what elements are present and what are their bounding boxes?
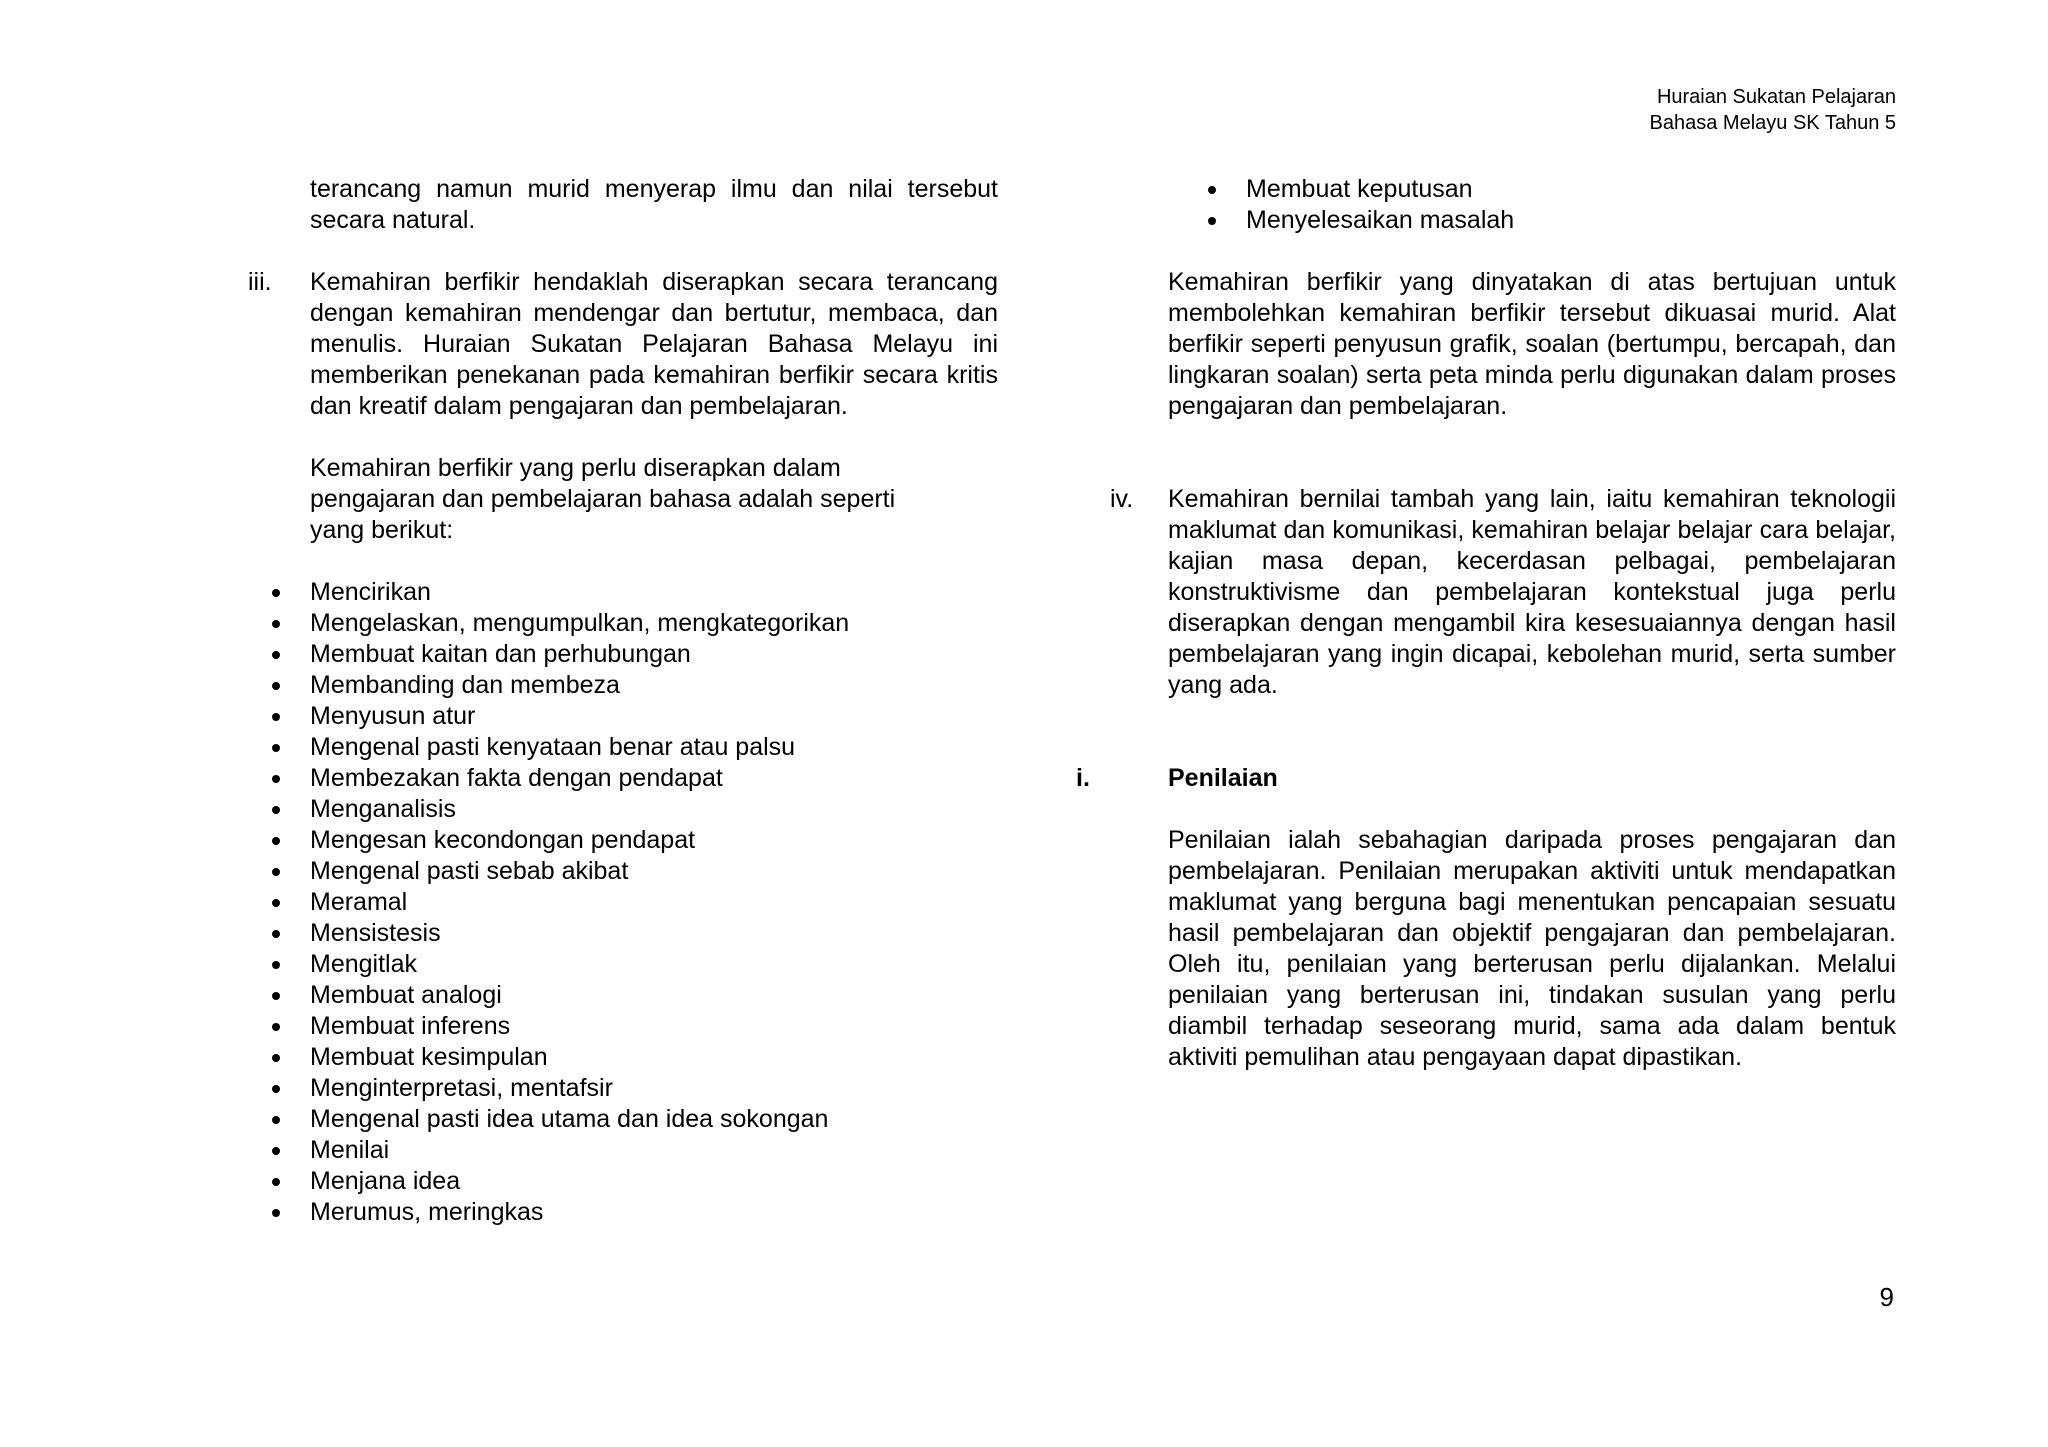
section-marker: i. [1076, 764, 1090, 792]
list-item-text: Menyelesaikan masalah [1246, 206, 1515, 234]
list-item [266, 1197, 998, 1228]
list-item [266, 980, 998, 1011]
list-item [266, 1135, 998, 1166]
list-item [266, 1073, 998, 1104]
list-item [266, 887, 998, 918]
list-item-text: Mengenal pasti idea utama dan idea sokongan [310, 1105, 829, 1133]
list-item [266, 1104, 998, 1135]
list-item-text: Menjana idea [310, 1167, 461, 1195]
list-item-text: Merumus, meringkas [310, 1198, 544, 1226]
list-item-text: Membezakan fakta dengan pendapat [310, 764, 723, 792]
bullet-icon [272, 1209, 280, 1217]
list-item [266, 670, 998, 701]
intro-line: Kemahiran berfikir yang perlu diserapkan dalam [310, 454, 841, 482]
list-item [266, 825, 998, 856]
list-item-text: Membanding dan membeza [310, 671, 620, 699]
page-number: 9 [1879, 1282, 1894, 1312]
bullet-icon [272, 713, 280, 721]
bullet-icon [272, 1054, 280, 1062]
list-item-text: Menyusun atur [310, 702, 476, 730]
list-item [266, 794, 998, 825]
bullet-icon [272, 899, 280, 907]
list-item [266, 639, 998, 670]
item-iii-marker: iii. [248, 268, 272, 296]
list-item-text: Menilai [310, 1136, 390, 1164]
item-iii [248, 267, 998, 422]
list-item-text: Menganalisis [310, 795, 456, 823]
bullet-icon [1208, 217, 1216, 225]
item-iv-marker: iv. [1110, 485, 1134, 513]
bullet-icon [272, 775, 280, 783]
thinking-skills-intro [310, 453, 998, 546]
bullet-icon [272, 744, 280, 752]
list-item-text: Mengenal pasti sebab akibat [310, 857, 629, 885]
left-column [248, 174, 998, 1228]
list-item [266, 701, 998, 732]
bullet-icon [272, 1147, 280, 1155]
header-subtitle: Bahasa Melayu SK Tahun 5 [1649, 112, 1896, 134]
thinking-skills-list-continued [1202, 174, 1896, 236]
list-item [266, 856, 998, 887]
section-title: Penilaian [1168, 764, 1278, 792]
bullet-icon [272, 1116, 280, 1124]
continuation-paragraph: terancang namun murid menyerap ilmu dan nilai tersebut secara natural. [310, 175, 998, 234]
list-item-text: Mengitlak [310, 950, 417, 978]
item-iv [1110, 484, 1896, 701]
list-item-text: Mengelaskan, mengumpulkan, mengkategorikan [310, 609, 850, 637]
bullet-icon [272, 620, 280, 628]
list-item [266, 608, 998, 639]
list-item [1202, 205, 1896, 236]
list-item-text: Membuat keputusan [1246, 175, 1473, 203]
list-item [266, 1042, 998, 1073]
bullet-icon [272, 1023, 280, 1031]
penilaian-paragraph: Penilaian ialah sebahagian daripada proses pengajaran dan pembelajaran. Penilaian merupakan aktiviti untuk mendapatkan maklumat yang berguna bagi menentukan pencapaian sesuatu hasil pembelajaran dan objektif pengajaran dan pembelajaran. Oleh itu, penilaian yang berterusan perlu dijalankan. Melalui penilaian yang berterusan ini, tindakan susulan yang perlu diambil terhadap seseorang murid, sama ada dalam bentuk aktiviti pemulihan atau pengayaan dapat dipastikan. [1168, 826, 1896, 1071]
list-item-text: Mengesan kecondongan pendapat [310, 826, 696, 854]
section-penilaian [1076, 763, 1896, 1073]
bullet-icon [1208, 186, 1216, 194]
bullet-icon [272, 651, 280, 659]
list-item [266, 1011, 998, 1042]
list-item-text: Mengenal pasti kenyataan benar atau palsu [310, 733, 796, 761]
right-column [1070, 174, 1896, 1073]
list-item-text: Membuat kesimpulan [310, 1043, 548, 1071]
list-item [1202, 174, 1896, 205]
list-item-text: Meramal [310, 888, 408, 916]
bullet-icon [272, 1178, 280, 1186]
list-item [266, 763, 998, 794]
running-header [1650, 84, 1896, 136]
bullet-icon [272, 868, 280, 876]
item-iii-paragraph: Kemahiran berfikir hendaklah diserapkan secara terancang dengan kemahiran mendengar dan bertutur, membaca, dan menulis. Huraian Sukatan Pelajaran Bahasa Melayu ini memberikan penekanan pada kemahiran berfikir secara kritis dan kreatif dalam pengajaran dan pembelajaran. [310, 268, 998, 420]
list-item-text: Mensistesis [310, 919, 441, 947]
bullet-icon [272, 589, 280, 597]
bullet-icon [272, 682, 280, 690]
list-item [266, 1166, 998, 1197]
item-iv-paragraph: Kemahiran bernilai tambah yang lain, iaitu kemahiran teknologii maklumat dan komunikasi, kemahiran belajar belajar cara belajar, kajian masa depan, kecerdasan pelbagai, pembelajaran konstruktivisme dan pembelajaran kontekstual juga perlu diserapkan dengan mengambil kira kesesuaiannya dengan hasil pembelajaran yang ingin dicapai, kebolehan murid, serta sumber yang ada. [1168, 485, 1896, 699]
list-item [266, 732, 998, 763]
bullet-icon [272, 961, 280, 969]
bullet-icon [272, 806, 280, 814]
thinking-tools-paragraph: Kemahiran berfikir yang dinyatakan di atas bertujuan untuk membolehkan kemahiran berfikir tersebut dikuasai murid. Alat berfikir seperti penyusun grafik, soalan (bertumpu, bercapah, dan lingkaran soalan) serta peta minda perlu digunakan dalam proses pengajaran dan pembelajaran. [1168, 268, 1896, 420]
bullet-icon [272, 930, 280, 938]
intro-line: pengajaran dan pembelajaran bahasa adalah seperti [310, 485, 896, 513]
list-item-text: Membuat kaitan dan perhubungan [310, 640, 691, 668]
list-item [266, 577, 998, 608]
bullet-icon [272, 837, 280, 845]
list-item [266, 918, 998, 949]
list-item-text: Membuat analogi [310, 981, 502, 1009]
list-item-text: Mencirikan [310, 578, 431, 606]
thinking-skills-list [266, 577, 998, 1228]
header-title: Huraian Sukatan Pelajaran [1656, 86, 1896, 108]
bullet-icon [272, 992, 280, 1000]
list-item-text: Menginterpretasi, mentafsir [310, 1074, 613, 1102]
bullet-icon [272, 1085, 280, 1093]
list-item-text: Membuat inferens [310, 1012, 511, 1040]
intro-line: yang berikut: [310, 516, 454, 544]
list-item [266, 949, 998, 980]
